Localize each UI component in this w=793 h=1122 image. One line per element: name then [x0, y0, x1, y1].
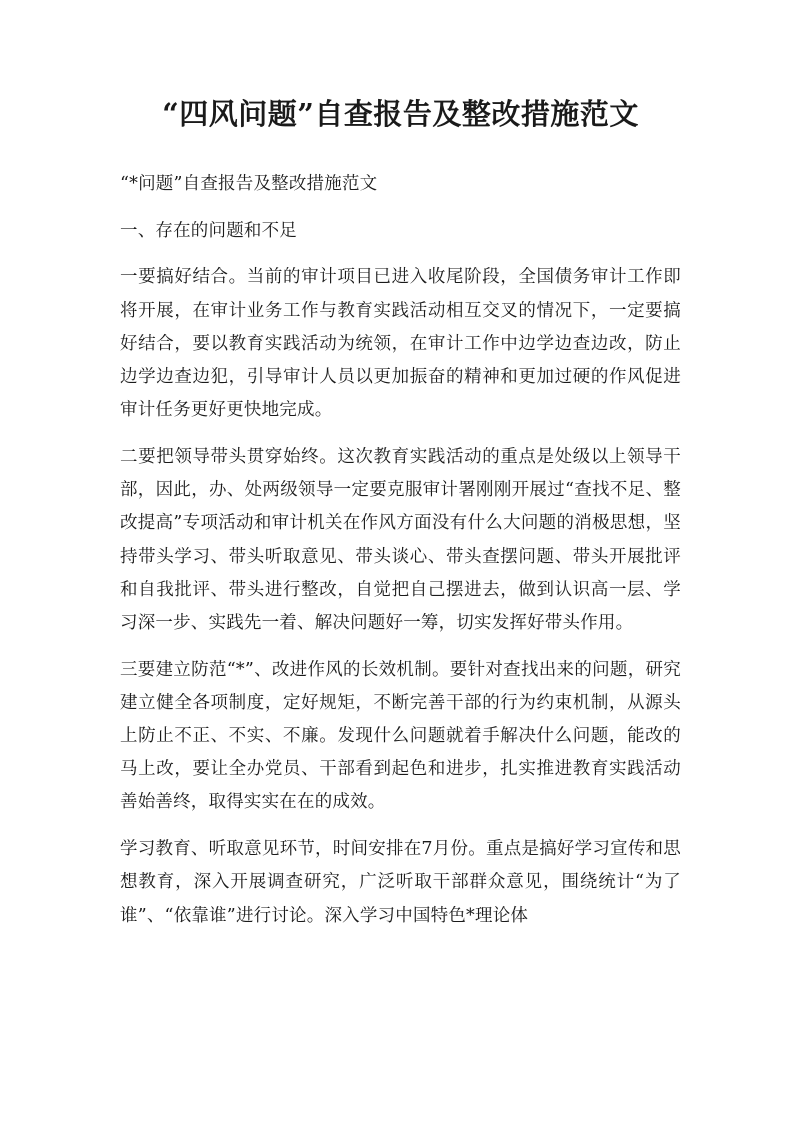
paragraph-study-stage: 学习教育、听取意见环节，时间安排在7月份。重点是搞好学习宣传和思想教育，深入开展调查研究，广泛听取干部群众意见，围绕统计“为了谁”、“依靠谁”进行讨论。深入学习中国特色*理论体 — [120, 839, 681, 926]
section-heading-problems: 一、存在的问题和不足 — [120, 220, 297, 241]
subtitle-paragraph: “*问题”自查报告及整改措施范文 — [120, 174, 378, 194]
paragraph-mechanism: 三要建立防范“*”、改进作风的长效机制。要针对查找出来的问题，研究建立健全各项制度，定好规矩，不断完善干部的行为约束机制，从源头上防止不正、不实、不廉。发现什么问题就着手解决什么问题，能改的马上改，要让全办党员、干部看到起色和进步，扎实推进教育实践活动善始善终，取得实实在在的成效。 — [120, 659, 681, 813]
paragraph-combine: 一要搞好结合。当前的审计项目已进入收尾阶段，全国债务审计工作即将开展，在审计业务工作与教育实践活动相互交叉的情况下，一定要搞好结合，要以教育实践活动为统领，在审计工作中边学边查边改，防止边学边查边犯，引导审计人员以更加振奋的精神和更加过硬的作风促进审计任务更好更快地完成。 — [120, 267, 681, 421]
paragraph-leadership: 二要把领导带头贯穿始终。这次教育实践活动的重点是处级以上领导干部，因此，办、处两级领导一定要克服审计署刚刚开展过“查找不足、整改提高”专项活动和审计机关在作风方面没有什么大问题的消极思想，坚持带头学习、带头听取意见、带头谈心、带头查摆问题、带头开展批评和自我批评、带头进行整改，自觉把自己摆进去，做到认识高一层、学习深一步、实践先一着、解决问题好一筹，切实发挥好带头作用。 — [120, 446, 681, 633]
document-title: “四风问题”自查报告及整改措施范文 — [162, 97, 639, 131]
